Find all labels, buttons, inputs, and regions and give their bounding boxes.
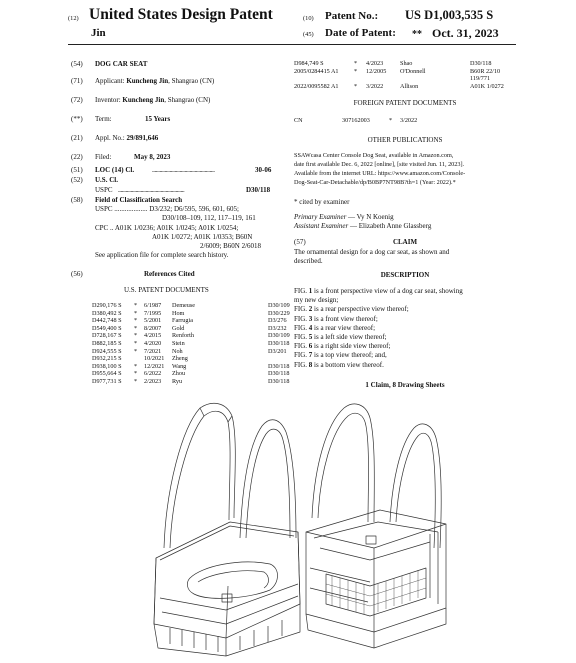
claims-sheets-count: 1 Claim, 8 Drawing Sheets [365, 381, 445, 389]
reference-no: D924,555 S [92, 347, 122, 355]
reference-star: * [134, 378, 138, 385]
reference-star: * [354, 60, 358, 67]
reference-star: * [134, 324, 138, 332]
claim-code: (57) [294, 238, 306, 246]
appl-code: (21) [71, 134, 83, 142]
reference-cls: D3/276 [268, 317, 287, 325]
reference-no: D290,176 S [92, 302, 122, 309]
reference-cls: D30/109 [268, 302, 290, 309]
reference-name: Gold [172, 324, 185, 332]
reference-cls: D30/118 [268, 340, 290, 347]
reference-date: 7/2021 [144, 347, 162, 355]
other-publication-line: date first available Dec. 6, 2022 [online], [site visited Jun. 11, 2023]. [294, 161, 465, 168]
figure-description-line: my new design; [294, 296, 339, 305]
reference-name: Farrugia [172, 317, 193, 325]
uscl-leader: ..................................................... [118, 186, 185, 194]
reference-cls: D30/118 [470, 60, 492, 67]
applicant-line: Applicant: Kuncheng Jin, Shangrao (CN) [95, 77, 215, 85]
figure-description-line: FIG. 1 is a front perspective view of a dog car seat, showing [294, 287, 463, 295]
field-line: CPC .. A01K 1/0236; A01K 1/0245; A01K 1/0254; [95, 224, 239, 232]
figure-description-line: FIG. 8 is a bottom view thereof. [294, 360, 384, 369]
field-line: 2/6009; B60N 2/6018 [200, 242, 262, 250]
reference-name: Noh [172, 347, 183, 355]
us-patent-docs-heading: U.S. PATENT DOCUMENTS [124, 286, 209, 294]
foreign-ref-number: 307162003 [342, 117, 370, 124]
reference-cls: A01K 1/0272 [470, 82, 504, 90]
reference-star: * [134, 302, 138, 309]
loc-value: 30-06 [255, 166, 272, 174]
reference-date: 8/2007 [144, 324, 162, 332]
reference-name: Demeuse [172, 302, 196, 309]
reference-no: D728,167 S [92, 332, 122, 340]
dog-car-seat-drawing [130, 398, 450, 658]
reference-name: Stein [172, 340, 185, 347]
reference-date: 6/2022 [144, 370, 162, 378]
reference-star: * [134, 347, 138, 355]
date-of-patent: Oct. 31, 2023 [432, 26, 499, 40]
reference-no: D955,664 S [92, 370, 122, 378]
reference-date: 2/2023 [144, 378, 162, 385]
reference-no: D932,215 S [92, 355, 122, 363]
reference-date: 12/2005 [366, 67, 387, 75]
reference-star: * [134, 309, 138, 317]
field-line: A01K 1/0272; A01K 1/0353; B60N [152, 233, 253, 241]
reference-name: Hom [172, 309, 185, 317]
term-label: Term: [95, 115, 112, 123]
reference-star: * [134, 317, 138, 325]
primary-examiner: Primary Examiner — Vy N Koenig [294, 213, 394, 221]
reference-no: D380,492 S [92, 309, 122, 317]
reference-date: 7/1995 [144, 309, 162, 317]
reference-date: 5/2001 [144, 317, 162, 325]
patent-number-label: Patent No.: [325, 10, 379, 22]
applicant-code: (71) [71, 77, 83, 85]
inventor-surname: Jin [91, 27, 106, 39]
reference-date: 4/2020 [144, 340, 162, 347]
uscl-value: D30/118 [246, 186, 271, 194]
assistant-examiner: Assistant Examiner — Elizabeth Anne Glassberg [294, 222, 432, 230]
reference-name: Shao [400, 60, 413, 67]
reference-date: 12/2021 [144, 362, 165, 370]
foreign-docs-heading: FOREIGN PATENT DOCUMENTS [353, 99, 457, 107]
claim-heading: CLAIM [392, 238, 418, 246]
reference-date: 3/2022 [366, 82, 384, 90]
loc-label: LOC (14) Cl. [95, 166, 135, 174]
reference-date: 4/2023 [366, 60, 384, 67]
uscl-label: U.S. Cl. [95, 176, 118, 184]
reference-cls: D30/229 [268, 309, 290, 317]
reference-name: Zheng [172, 355, 188, 363]
reference-no: 2005/0284415 A1 [294, 67, 339, 75]
reference-star: * [134, 332, 138, 340]
right-seat-view [306, 404, 446, 648]
refs-code: (56) [71, 270, 83, 278]
figure-description-line: FIG. 4 is a rear view thereof; [294, 323, 376, 332]
filed-code: (22) [71, 153, 83, 161]
field-label: Field of Classification Search [95, 196, 183, 204]
reference-cls: D30/118 [268, 370, 290, 378]
field-line: D30/108–109, 112, 117–119, 161 [162, 214, 256, 222]
other-publications-heading: OTHER PUBLICATIONS [367, 136, 443, 144]
field-code: (58) [71, 196, 83, 204]
figure-description-line: FIG. 5 is a left side view thereof; [294, 333, 387, 341]
reference-date: 10/2021 [144, 355, 165, 363]
filed-label: Filed: [95, 153, 112, 161]
title-code: (54) [71, 60, 83, 68]
description-heading: DESCRIPTION [380, 271, 430, 279]
reference-cls: D30/118 [268, 362, 290, 370]
foreign-ref-row: CN [294, 117, 303, 124]
reference-no: D882,185 S [92, 340, 122, 347]
reference-star: * [134, 340, 138, 347]
reference-no: D984,749 S [294, 60, 324, 67]
claim-text: described. [294, 257, 323, 265]
inventor-line: Inventor: Kuncheng Jin, Shangrao (CN) [95, 96, 211, 104]
claim-text: The ornamental design for a dog car seat, as shown and [294, 248, 450, 256]
header-code-10: (10) [303, 15, 314, 22]
loc-code: (51) [71, 166, 83, 174]
document-type: United States Design Patent [89, 6, 273, 23]
figure-description-line: FIG. 6 is a right side view thereof; [294, 342, 391, 351]
reference-no: D549,400 S [92, 324, 122, 332]
reference-no: D977,731 S [92, 378, 122, 385]
term-value: 15 Years [145, 115, 171, 123]
field-line: USPC ................... D3/232; D6/595, 596, 601, 605; [95, 205, 239, 213]
other-publication-line: Available from the internet URL: https://www.amazon.com/Console- [294, 170, 466, 177]
uscl-code: (52) [71, 176, 83, 184]
appl-line: Appl. No.: 29/891,646 [95, 134, 159, 142]
reference-name: Zhou [172, 370, 186, 378]
uscl-sub: USPC [95, 186, 113, 194]
foreign-ref-date: 3/2022 [400, 117, 418, 124]
reference-star: * [134, 362, 138, 370]
loc-leader: .................................................. [152, 166, 215, 174]
other-publication-line: Dog-Seat-Car-Detachable/dp/B0BP7NT98B?th=1 (Year: 2022).* [294, 179, 456, 186]
reference-cls: B60R 22/10 [470, 67, 501, 75]
patent-number: US D1,003,535 S [405, 8, 494, 22]
reference-date: 6/1987 [144, 302, 162, 309]
inventor-code: (72) [71, 96, 83, 104]
reference-no: D938,100 S [92, 362, 122, 370]
reference-name: O'Donnell [400, 67, 426, 75]
figure-description-line: FIG. 2 is a rear perspective view thereof; [294, 305, 409, 314]
reference-name: Wang [172, 362, 187, 370]
reference-cls: D3/201 [268, 347, 287, 355]
reference-cls: 119/771 [470, 75, 491, 83]
reference-no: 2022/0095582 A1 [294, 82, 339, 90]
reference-name: Ryu [172, 378, 183, 385]
cited-by-examiner: * cited by examiner [294, 198, 350, 206]
field-line: See application file for complete search history. [95, 251, 229, 259]
term-code: (**) [71, 115, 83, 123]
refs-heading: References Cited [144, 270, 195, 278]
header-code-45: (45) [303, 31, 314, 38]
filed-date: May 8, 2023 [134, 153, 171, 161]
reference-cls: D30/109 [268, 332, 290, 340]
reference-star: * [354, 67, 358, 75]
reference-name: Allison [400, 82, 419, 90]
other-publication-line: SSAWcasa Center Console Dog Seat, available in Amazon.com, [294, 152, 454, 159]
reference-cls: D30/118 [268, 378, 290, 385]
term-stars: ** [412, 29, 422, 40]
header-rule [68, 44, 516, 45]
figure-description-line: FIG. 7 is a top view thereof; and, [294, 351, 387, 360]
figure-description-line: FIG. 3 is a front view thereof; [294, 314, 378, 323]
reference-cls: D3/232 [268, 324, 287, 332]
left-seat-view [154, 403, 300, 656]
reference-name: Renforth [172, 332, 194, 340]
reference-star: * [354, 82, 358, 90]
reference-date: 4/2015 [144, 332, 162, 340]
reference-no: D442,748 S [92, 317, 122, 325]
reference-star: * [134, 370, 138, 378]
design-title: DOG CAR SEAT [95, 60, 148, 68]
date-of-patent-label: Date of Patent: [325, 27, 396, 39]
foreign-ref-star: * [389, 117, 393, 124]
header-code-12: (12) [68, 15, 79, 22]
